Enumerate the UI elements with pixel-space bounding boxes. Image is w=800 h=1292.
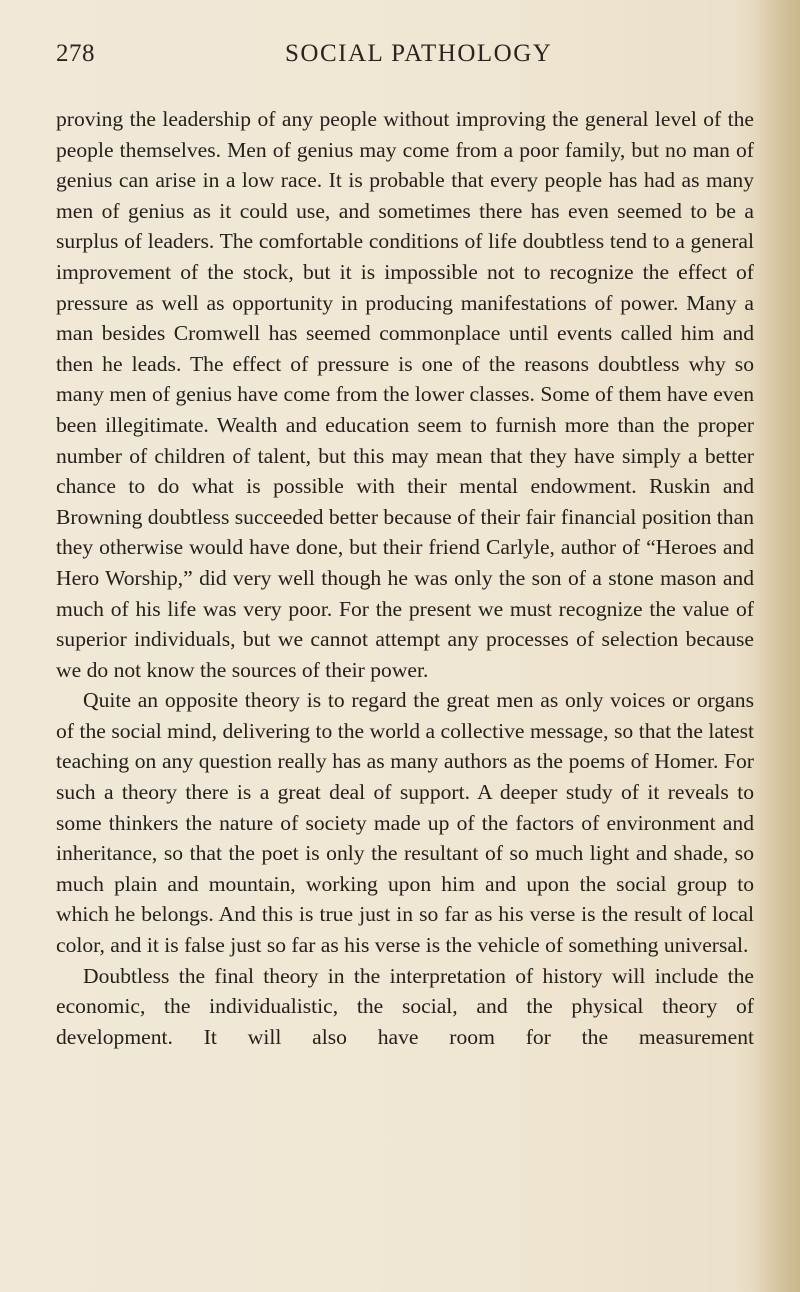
page-header bbox=[56, 40, 746, 90]
page-edge-shadow bbox=[754, 0, 800, 1292]
paragraph: proving the leadership of any people without improving the general level of the people themselves. Men of genius may come from a poor family, but no man of genius can arise in a low race. It is probable that every people has had as many men of genius as it could use, and sometimes there has even seemed to be a surplus of leaders. The comfortable conditions of life doubtless tend to a general improvement of the stock, but it is impossible not to recognize the effect of pressure as well as opportunity in producing manifestations of power. Many a man besides Cromwell has seemed commonplace until events called him and then he leads. The effect of pressure is one of the reasons doubtless why so many men of genius have come from the lower classes. Some of them have even been illegitimate. Wealth and education seem to furnish more than the proper number of children of talent, but this may mean that they have simply a better chance to do what is possible with their mental endowment. Ruskin and Browning doubtless succeeded better because of their fair financial position than they otherwise would have done, but their friend Carlyle, author of “Heroes and Hero Worship,” did very well though he was only the son of a stone mason and much of his life was very poor. For the present we must recognize the value of superior individuals, but we cannot attempt any processes of selection because we do not know the sources of their power. bbox=[56, 107, 754, 682]
page-number: 278 bbox=[56, 40, 95, 67]
running-head: SOCIAL PATHOLOGY bbox=[285, 40, 553, 67]
body-text bbox=[56, 104, 754, 1052]
paragraph: Doubtless the final theory in the interpretation of history will include the economic, the individualistic, the social, and the physical theory of development. It will also have room for the measurement bbox=[56, 963, 754, 1049]
paragraph: Quite an opposite theory is to regard the great men as only voices or organs of the social mind, delivering to the world a collective message, so that the latest teaching on any question really has as many authors as the poems of Homer. For such a theory there is a great deal of support. A deeper study of it reveals to some thinkers the nature of society made up of the factors of environment and inheritance, so that the poet is only the resultant of so much light and shade, so much plain and mountain, working upon him and upon the social group to which he belongs. And this is true just in so far as his verse is the result of local color, and it is false just so far as his verse is the vehicle of something universal. bbox=[56, 688, 754, 958]
